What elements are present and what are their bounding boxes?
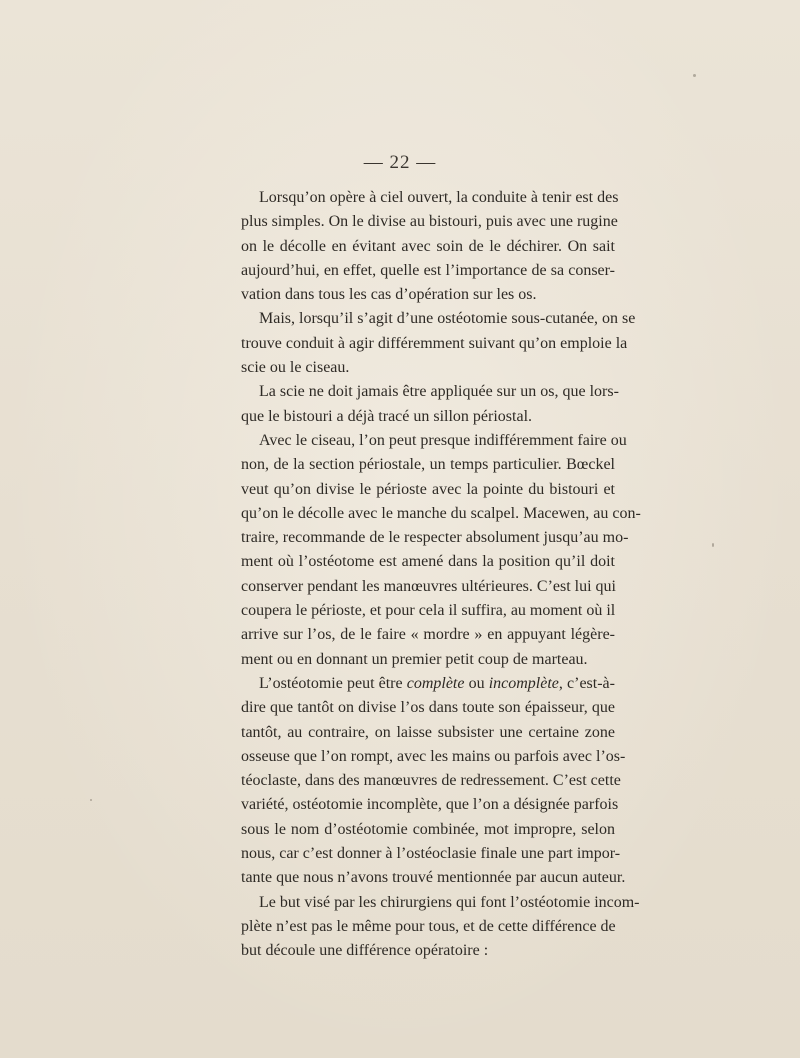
text-line: variété, ostéotomie incomplète, que l’on a désignée parfois xyxy=(241,796,619,814)
text-line-mixed xyxy=(241,672,615,696)
text-line: sous le nom d’ostéotomie combinée, mot impropre, selon xyxy=(241,820,615,838)
text-line: tante que nous n’avons trouvé mentionnée par aucun auteur. xyxy=(241,869,626,887)
text-line: téoclaste, dans des manœuvres de redressement. C’est cette xyxy=(241,772,621,790)
text-line: scie ou le ciseau. xyxy=(241,359,350,377)
text-line: plète n’est pas le même pour tous, et de cette différence de xyxy=(241,917,616,935)
text-line: vation dans tous les cas d’opération sur les os. xyxy=(241,286,537,304)
text-line: Avec le ciseau, l’on peut presque indifféremment faire ou xyxy=(259,431,627,449)
text-line: Lorsqu’on opère à ciel ouvert, la conduite à tenir est des xyxy=(259,189,619,206)
paper-speck xyxy=(90,799,92,801)
text-run: ou xyxy=(464,674,489,692)
text-line: ment où l’ostéotome est amené dans la position qu’il doit xyxy=(241,553,615,571)
text-line: osseuse que l’on rompt, avec les mains ou parfois avec l’os- xyxy=(241,747,626,765)
text-line: non, de la section périostale, un temps particulier. Bœckel xyxy=(241,456,615,474)
text-line: dire que tantôt on divise l’os dans toute son épaisseur, que xyxy=(241,699,615,717)
text-line: tantôt, au contraire, on laisse subsister une certaine zone xyxy=(241,723,615,741)
text-line: Le but visé par les chirurgiens qui font l’ostéotomie incom- xyxy=(259,893,640,911)
paper-speck xyxy=(712,543,714,547)
text-line: ment ou en donnant un premier petit coup de marteau. xyxy=(241,650,588,668)
italic-term: complète xyxy=(406,674,465,692)
text-line: on le décolle en évitant avec soin de le déchirer. On sait xyxy=(241,237,615,255)
text-line: arrive sur l’os, de le faire « mordre » en appuyant légère- xyxy=(241,626,615,644)
text-run: , c’est-à- xyxy=(558,674,615,692)
body-text xyxy=(241,186,641,964)
paper-speck xyxy=(693,74,696,77)
text-line: Mais, lorsqu’il s’agit d’une ostéotomie sous-cutanée, on se xyxy=(259,310,636,328)
text-line: coupera le périoste, et pour cela il suffira, au moment où il xyxy=(241,602,616,620)
text-line: La scie ne doit jamais être appliquée sur un os, que lors- xyxy=(259,383,619,401)
text-line: aujourd’hui, en effet, quelle est l’importance de sa conser- xyxy=(241,261,615,279)
text-line: traire, recommande de le respecter absolument jusqu’au mo- xyxy=(241,529,629,547)
text-line: nous, car c’est donner à l’ostéoclasie finale une part impor- xyxy=(241,845,621,863)
text-line: conserver pendant les manœuvres ultérieures. C’est lui qui xyxy=(241,577,616,595)
text-line: trouve conduit à agir différemment suivant qu’on emploie la xyxy=(241,334,628,352)
page-number: — 22 — xyxy=(363,152,437,173)
text-run: L’ostéotomie peut être xyxy=(259,674,407,692)
italic-term: incomplète xyxy=(488,674,559,692)
text-line: plus simples. On le divise au bistouri, puis avec une rugine xyxy=(241,213,618,231)
text-line: but découle une différence opératoire : xyxy=(241,942,489,960)
text-line: veut qu’on divise le périoste avec la pointe du bistouri et xyxy=(241,480,615,498)
text-line: que le bistouri a déjà tracé un sillon périostal. xyxy=(241,407,533,425)
text-line: qu’on le décolle avec le manche du scalpel. Macewen, au con- xyxy=(241,504,641,522)
